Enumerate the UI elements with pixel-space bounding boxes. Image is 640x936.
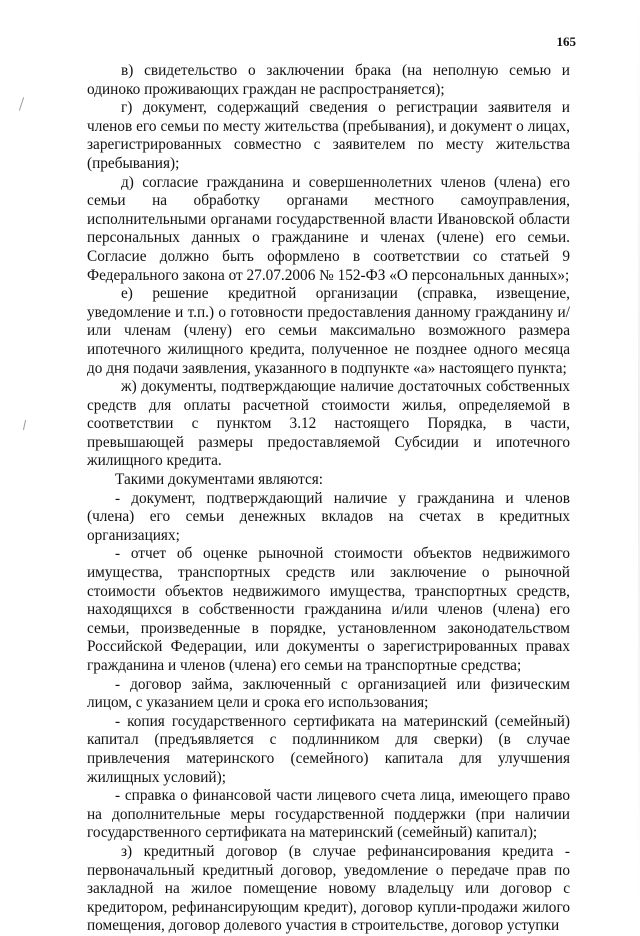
paragraph-d: д) согласие гражданина и совершеннолетних членов (члена) его семьи на обработку органами местного самоуправления, исполнительными органами государственной власти Ивановской области персональных данных о гражданине и членах (члене) его семьи. Согласие должно быть оформлено в соответствии со статьей 9 Федерального закона от 27.07.2006 № 152-ФЗ «О персональных данных»;: [87, 173, 570, 284]
list-item-certificate: - копия государственного сертификата на материнский (семейный) капитал (предъявляется с подлинником для сверки) (в случае привлечения материнского (семейного) капитала для улучшения жилищных условий);: [87, 712, 570, 786]
margin-mark: [23, 420, 26, 430]
paragraph-documents-intro: Такими документами являются:: [115, 471, 324, 489]
paragraph-g: г) документ, содержащий сведения о регистрации заявителя и членов его семьи по месту жительства (пребывания), и документ о лицах, зарегистрированных совместно с заявителем по месту жительства (пребывания);: [87, 99, 570, 172]
list-item-deposits: - документ, подтверждающий наличие у гражданина и членов (члена) его семьи денежных вкладов на счетах в кредитных организациях;: [87, 489, 570, 544]
list-item-valuation: - отчет об оценке рыночной стоимости объектов недвижимого имущества, транспортных средств или заключение о рыночной стоимости объектов недвижимого имущества, транспортных средств, находящихся в собственности гражданина и/или членов (члена) его семьи, произведенные в порядке, установленном законодательством Российской Федерации, или документы о зарегистрированных правах гражданина и членов (члена) его семьи на транспортные средства;: [87, 545, 570, 674]
paragraph-e: е) решение кредитной организации (справка, извещение, уведомление и т.п.) о готовности предоставления данному гражданину и/или членам (члену) его семьи максимально возможного размера ипотечного жилищного кредита, полученное не позднее одного месяца до дня подачи заявления, указанного в подпункте «а» настоящего пункта;: [87, 285, 570, 377]
paragraph-v: в) свидетельство о заключении брака (на неполную семью и одиноко проживающих граждан не распространяется);: [87, 62, 570, 98]
list-item-account-statement: - справка о финансовой части лицевого счета лица, имеющего право на дополнительные меры государственной поддержки (при наличии государственного сертификата на материнский (семейный) капитал);: [87, 787, 570, 842]
page-number: 165: [556, 34, 576, 49]
margin-mark: [19, 97, 24, 111]
list-item-loan: - договор займа, заключенный с организацией или физическим лицом, с указанием цели и срока его использования;: [87, 675, 570, 712]
paragraph-z: з) кредитный договор (в случае рефинансирования кредита - первоначальный кредитный договор, уведомление о передаче прав по закладной на жилое помещение новому владельцу или договор с кредитором, рефинансирующим кредит), договор купли-продажи жилого помещения, договор долевого участия в строительстве, договор уступки: [87, 842, 570, 935]
document-body: [87, 62, 570, 936]
paragraph-zh: ж) документы, подтверждающие наличие достаточных собственных средств для оплаты расчетной стоимости жилья, определяемой в соответствии с пунктом 3.12 настоящего Порядка, в части, превышающей размеры предоставляемой Субсидии и ипотечного жилищного кредита.: [87, 378, 570, 470]
